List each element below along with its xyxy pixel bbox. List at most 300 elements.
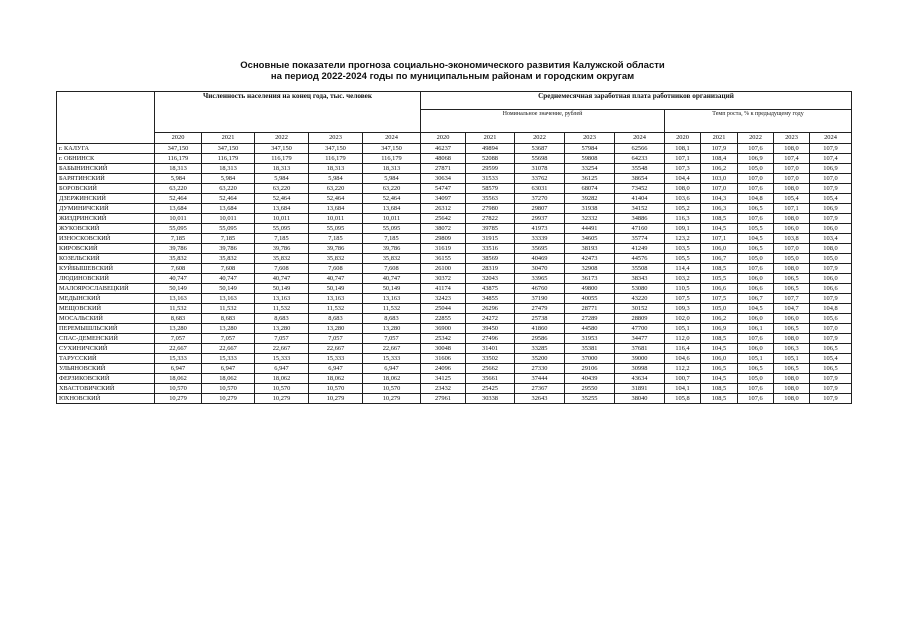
cell-pop: 15,333	[255, 354, 309, 364]
cell-nom: 27479	[515, 304, 565, 314]
cell-pop: 13,280	[363, 324, 421, 334]
cell-rate: 107,7	[774, 294, 810, 304]
cell-rate: 105,0	[810, 254, 852, 264]
cell-pop: 63,220	[309, 184, 363, 194]
row-name: г. ОБНИНСК	[57, 154, 155, 164]
cell-rate: 106,0	[738, 274, 774, 284]
cell-nom: 37681	[615, 344, 665, 354]
cell-nom: 47160	[615, 224, 665, 234]
cell-pop: 8,683	[255, 314, 309, 324]
cell-pop: 7,608	[255, 264, 309, 274]
cell-rate: 107,4	[774, 154, 810, 164]
cell-rate: 104,3	[701, 194, 738, 204]
cell-pop: 39,786	[309, 244, 363, 254]
cell-pop: 10,570	[202, 384, 255, 394]
cell-nom: 35661	[466, 374, 515, 384]
header-salary: Среднемесячная заработная плата работников организаций	[421, 92, 852, 110]
cell-rate: 108,4	[701, 154, 738, 164]
cell-pop: 63,220	[255, 184, 309, 194]
cell-rate: 107,9	[810, 264, 852, 274]
cell-rate: 106,1	[738, 324, 774, 334]
cell-pop: 13,163	[255, 294, 309, 304]
table-row	[57, 294, 852, 304]
cell-nom: 34886	[615, 214, 665, 224]
cell-pop: 10,570	[363, 384, 421, 394]
cell-nom: 57984	[565, 144, 615, 154]
cell-rate: 108,0	[810, 244, 852, 254]
cell-pop: 6,947	[202, 364, 255, 374]
table-row	[57, 214, 852, 224]
cell-nom: 31078	[515, 164, 565, 174]
cell-rate: 104,5	[738, 234, 774, 244]
cell-rate: 107,6	[738, 184, 774, 194]
cell-nom: 29586	[515, 334, 565, 344]
cell-rate: 116,3	[665, 214, 701, 224]
table-row	[57, 144, 852, 154]
cell-rate: 107,0	[738, 174, 774, 184]
cell-pop: 11,532	[363, 304, 421, 314]
cell-pop: 52,464	[155, 194, 202, 204]
cell-pop: 7,057	[363, 334, 421, 344]
cell-nom: 27961	[421, 394, 466, 404]
cell-nom: 24272	[466, 314, 515, 324]
table-row	[57, 194, 852, 204]
cell-pop: 18,313	[202, 164, 255, 174]
cell-nom: 54747	[421, 184, 466, 194]
cell-rate: 106,7	[738, 294, 774, 304]
cell-pop: 55,095	[202, 224, 255, 234]
cell-rate: 103,8	[774, 234, 810, 244]
cell-rate: 106,0	[701, 354, 738, 364]
cell-pop: 13,280	[202, 324, 255, 334]
table-row	[57, 354, 852, 364]
cell-pop: 22,667	[309, 344, 363, 354]
cell-nom: 39450	[466, 324, 515, 334]
cell-nom: 32908	[565, 264, 615, 274]
cell-rate: 106,9	[810, 164, 852, 174]
cell-pop: 347,150	[155, 144, 202, 154]
cell-pop: 13,684	[202, 204, 255, 214]
year-header-nom-2022: 2022	[515, 133, 565, 144]
cell-rate: 107,5	[701, 294, 738, 304]
cell-rate: 103,0	[701, 174, 738, 184]
cell-nom: 30634	[421, 174, 466, 184]
cell-rate: 103,2	[665, 274, 701, 284]
table-row	[57, 204, 852, 214]
row-name: ЖУКОВСКИЙ	[57, 224, 155, 234]
cell-nom: 49894	[466, 144, 515, 154]
cell-rate: 107,5	[665, 294, 701, 304]
cell-rate: 106,5	[810, 364, 852, 374]
cell-nom: 31938	[565, 204, 615, 214]
cell-pop: 7,057	[255, 334, 309, 344]
cell-rate: 106,3	[701, 204, 738, 214]
year-header-pop-2020: 2020	[155, 133, 202, 144]
cell-nom: 30152	[615, 304, 665, 314]
cell-nom: 39000	[615, 354, 665, 364]
cell-nom: 25738	[515, 314, 565, 324]
cell-nom: 29106	[565, 364, 615, 374]
cell-rate: 106,7	[701, 254, 738, 264]
cell-rate: 107,4	[810, 154, 852, 164]
cell-pop: 10,011	[363, 214, 421, 224]
cell-pop: 18,313	[255, 164, 309, 174]
cell-pop: 8,683	[202, 314, 255, 324]
cell-nom: 38343	[615, 274, 665, 284]
cell-nom: 53687	[515, 144, 565, 154]
table-row	[57, 384, 852, 394]
table-row	[57, 314, 852, 324]
cell-nom: 58579	[466, 184, 515, 194]
cell-nom: 25044	[421, 304, 466, 314]
cell-pop: 10,279	[309, 394, 363, 404]
cell-nom: 30048	[421, 344, 466, 354]
cell-pop: 13,280	[309, 324, 363, 334]
cell-pop: 22,667	[363, 344, 421, 354]
year-header-rate-2024: 2024	[810, 133, 852, 144]
cell-nom: 28771	[565, 304, 615, 314]
cell-pop: 22,667	[202, 344, 255, 354]
cell-pop: 63,220	[202, 184, 255, 194]
cell-rate: 105,5	[665, 254, 701, 264]
cell-nom: 41860	[515, 324, 565, 334]
cell-nom: 31953	[565, 334, 615, 344]
cell-pop: 6,947	[155, 364, 202, 374]
cell-nom: 35774	[615, 234, 665, 244]
row-name: СПАС-ДЕМЕНСКИЙ	[57, 334, 155, 344]
cell-nom: 33516	[466, 244, 515, 254]
cell-pop: 13,684	[363, 204, 421, 214]
cell-pop: 7,185	[155, 234, 202, 244]
cell-nom: 38654	[615, 174, 665, 184]
year-header-pop-2021: 2021	[202, 133, 255, 144]
cell-rate: 105,4	[810, 354, 852, 364]
cell-pop: 55,095	[363, 224, 421, 234]
cell-rate: 103,6	[665, 194, 701, 204]
cell-pop: 52,464	[309, 194, 363, 204]
cell-nom: 25342	[421, 334, 466, 344]
cell-pop: 10,011	[155, 214, 202, 224]
cell-rate: 108,0	[774, 184, 810, 194]
cell-rate: 107,9	[810, 214, 852, 224]
cell-nom: 29550	[565, 384, 615, 394]
cell-nom: 40469	[515, 254, 565, 264]
cell-pop: 7,185	[363, 234, 421, 244]
cell-pop: 347,150	[255, 144, 309, 154]
cell-pop: 7,057	[155, 334, 202, 344]
cell-pop: 11,532	[309, 304, 363, 314]
cell-nom: 30470	[515, 264, 565, 274]
cell-nom: 33762	[515, 174, 565, 184]
cell-rate: 106,5	[738, 244, 774, 254]
year-header-rate-2021: 2021	[701, 133, 738, 144]
cell-nom: 35563	[466, 194, 515, 204]
cell-rate: 108,0	[774, 264, 810, 274]
cell-rate: 107,0	[701, 184, 738, 194]
cell-nom: 35508	[615, 264, 665, 274]
cell-nom: 29599	[466, 164, 515, 174]
cell-rate: 104,7	[774, 304, 810, 314]
cell-pop: 5,984	[255, 174, 309, 184]
cell-rate: 107,6	[738, 384, 774, 394]
cell-nom: 46237	[421, 144, 466, 154]
cell-nom: 35200	[515, 354, 565, 364]
cell-pop: 116,179	[309, 154, 363, 164]
cell-pop: 13,163	[363, 294, 421, 304]
cell-rate: 108,5	[701, 334, 738, 344]
table-row	[57, 344, 852, 354]
cell-nom: 48068	[421, 154, 466, 164]
cell-nom: 43875	[466, 284, 515, 294]
cell-pop: 5,984	[363, 174, 421, 184]
cell-rate: 106,6	[810, 284, 852, 294]
year-header-pop-2022: 2022	[255, 133, 309, 144]
year-header-nom-2024: 2024	[615, 133, 665, 144]
cell-nom: 27330	[515, 364, 565, 374]
cell-nom: 29807	[515, 204, 565, 214]
cell-rate: 107,0	[774, 164, 810, 174]
cell-pop: 10,011	[255, 214, 309, 224]
table-row	[57, 394, 852, 404]
table-row	[57, 364, 852, 374]
cell-pop: 10,011	[309, 214, 363, 224]
cell-nom: 41973	[515, 224, 565, 234]
cell-nom: 42473	[565, 254, 615, 264]
cell-pop: 18,062	[202, 374, 255, 384]
year-header-blank	[57, 133, 155, 144]
cell-rate: 107,6	[738, 264, 774, 274]
cell-pop: 6,947	[309, 364, 363, 374]
cell-nom: 30338	[466, 394, 515, 404]
row-name: МАЛОЯРОСЛАВЕЦКИЙ	[57, 284, 155, 294]
cell-rate: 107,9	[810, 294, 852, 304]
cell-nom: 37270	[515, 194, 565, 204]
cell-pop: 10,279	[255, 394, 309, 404]
cell-pop: 18,062	[155, 374, 202, 384]
cell-pop: 11,532	[202, 304, 255, 314]
cell-pop: 5,984	[202, 174, 255, 184]
cell-rate: 108,5	[701, 384, 738, 394]
cell-rate: 103,5	[665, 244, 701, 254]
cell-rate: 123,2	[665, 234, 701, 244]
cell-rate: 105,2	[665, 204, 701, 214]
cell-nom: 32643	[515, 394, 565, 404]
cell-pop: 7,185	[202, 234, 255, 244]
document-title-line1: Основные показатели прогноза социально-экономического развития Калужской области	[240, 60, 665, 71]
row-name: СУХИНИЧСКИЙ	[57, 344, 155, 354]
cell-pop: 13,163	[309, 294, 363, 304]
cell-nom: 34152	[615, 204, 665, 214]
cell-rate: 103,4	[810, 234, 852, 244]
table-row	[57, 234, 852, 244]
cell-rate: 107,9	[810, 374, 852, 384]
row-name: ДЗЕРЖИНСКИЙ	[57, 194, 155, 204]
year-header-pop-2024: 2024	[363, 133, 421, 144]
document-title-line2: на период 2022-2024 годы по муниципальным районам и городским округам	[270, 71, 635, 82]
cell-rate: 106,5	[810, 344, 852, 354]
cell-rate: 106,2	[701, 164, 738, 174]
cell-nom: 68074	[565, 184, 615, 194]
cell-pop: 7,185	[255, 234, 309, 244]
cell-rate: 108,0	[774, 334, 810, 344]
cell-rate: 107,6	[738, 144, 774, 154]
cell-nom: 37000	[565, 354, 615, 364]
cell-pop: 7,608	[309, 264, 363, 274]
year-header-rate-2023: 2023	[774, 133, 810, 144]
cell-pop: 40,747	[309, 274, 363, 284]
cell-nom: 25642	[421, 214, 466, 224]
cell-rate: 106,9	[810, 204, 852, 214]
cell-pop: 18,313	[363, 164, 421, 174]
row-name: МЕДЫНСКИЙ	[57, 294, 155, 304]
cell-nom: 36155	[421, 254, 466, 264]
cell-nom: 38072	[421, 224, 466, 234]
row-name: БОРОВСКИЙ	[57, 184, 155, 194]
cell-nom: 52088	[466, 154, 515, 164]
cell-rate: 108,5	[701, 214, 738, 224]
cell-nom: 33254	[565, 164, 615, 174]
cell-pop: 13,163	[202, 294, 255, 304]
year-header-pop-2023: 2023	[309, 133, 363, 144]
cell-rate: 104,5	[701, 374, 738, 384]
cell-pop: 52,464	[255, 194, 309, 204]
cell-pop: 40,747	[363, 274, 421, 284]
cell-rate: 104,5	[701, 344, 738, 354]
year-header-rate-2020: 2020	[665, 133, 701, 144]
header-population-spacer	[155, 110, 421, 133]
cell-rate: 106,9	[738, 154, 774, 164]
cell-nom: 27289	[565, 314, 615, 324]
cell-rate: 107,9	[810, 334, 852, 344]
cell-rate: 105,1	[774, 354, 810, 364]
cell-nom: 31891	[615, 384, 665, 394]
cell-rate: 106,6	[701, 284, 738, 294]
cell-nom: 49800	[565, 284, 615, 294]
cell-rate: 105,0	[738, 254, 774, 264]
cell-pop: 11,532	[155, 304, 202, 314]
cell-nom: 35381	[565, 344, 615, 354]
cell-nom: 41249	[615, 244, 665, 254]
cell-rate: 107,1	[701, 234, 738, 244]
cell-rate: 107,0	[810, 174, 852, 184]
cell-rate: 102,0	[665, 314, 701, 324]
cell-pop: 10,279	[202, 394, 255, 404]
cell-pop: 18,062	[255, 374, 309, 384]
cell-pop: 35,832	[255, 254, 309, 264]
cell-nom: 26296	[466, 304, 515, 314]
table-row	[57, 174, 852, 184]
cell-nom: 73452	[615, 184, 665, 194]
year-header-nom-2020: 2020	[421, 133, 466, 144]
cell-nom: 37190	[515, 294, 565, 304]
cell-nom: 33965	[515, 274, 565, 284]
cell-nom: 26312	[421, 204, 466, 214]
cell-pop: 18,062	[363, 374, 421, 384]
cell-pop: 40,747	[255, 274, 309, 284]
row-name: ХВАСТОВИЧСКИЙ	[57, 384, 155, 394]
cell-pop: 22,667	[155, 344, 202, 354]
cell-pop: 50,149	[155, 284, 202, 294]
cell-rate: 107,6	[738, 394, 774, 404]
table-row	[57, 224, 852, 234]
cell-rate: 105,5	[701, 274, 738, 284]
table-row	[57, 284, 852, 294]
cell-rate: 107,9	[810, 144, 852, 154]
cell-pop: 116,179	[255, 154, 309, 164]
cell-pop: 35,832	[363, 254, 421, 264]
cell-nom: 28319	[466, 264, 515, 274]
cell-nom: 38193	[565, 244, 615, 254]
cell-nom: 23432	[421, 384, 466, 394]
cell-pop: 50,149	[363, 284, 421, 294]
cell-nom: 31606	[421, 354, 466, 364]
cell-nom: 34097	[421, 194, 466, 204]
cell-pop: 6,947	[363, 364, 421, 374]
cell-pop: 8,683	[363, 314, 421, 324]
cell-nom: 34477	[615, 334, 665, 344]
cell-nom: 35255	[565, 394, 615, 404]
cell-rate: 107,3	[665, 164, 701, 174]
cell-rate: 104,4	[665, 174, 701, 184]
cell-nom: 35548	[615, 164, 665, 174]
row-name: МЕЩОВСКИЙ	[57, 304, 155, 314]
cell-pop: 116,179	[155, 154, 202, 164]
cell-nom: 25662	[466, 364, 515, 374]
cell-rate: 108,0	[774, 394, 810, 404]
cell-pop: 35,832	[155, 254, 202, 264]
table-row	[57, 254, 852, 264]
cell-pop: 15,333	[363, 354, 421, 364]
cell-pop: 50,149	[202, 284, 255, 294]
cell-pop: 8,683	[309, 314, 363, 324]
cell-rate: 107,9	[701, 144, 738, 154]
cell-nom: 40439	[565, 374, 615, 384]
cell-rate: 108,5	[701, 264, 738, 274]
cell-pop: 7,057	[309, 334, 363, 344]
cell-pop: 39,786	[202, 244, 255, 254]
cell-nom: 62566	[615, 144, 665, 154]
cell-nom: 32043	[466, 274, 515, 284]
cell-pop: 8,683	[155, 314, 202, 324]
cell-pop: 7,185	[309, 234, 363, 244]
row-name: г. КАЛУГА	[57, 144, 155, 154]
cell-rate: 108,0	[774, 214, 810, 224]
cell-nom: 36900	[421, 324, 466, 334]
cell-pop: 347,150	[202, 144, 255, 154]
cell-rate: 106,0	[738, 344, 774, 354]
cell-rate: 104,8	[810, 304, 852, 314]
cell-nom: 36173	[565, 274, 615, 284]
cell-rate: 107,0	[774, 174, 810, 184]
cell-nom: 25425	[466, 384, 515, 394]
cell-nom: 39785	[466, 224, 515, 234]
cell-nom: 34855	[466, 294, 515, 304]
cell-pop: 11,532	[255, 304, 309, 314]
cell-pop: 55,095	[309, 224, 363, 234]
cell-rate: 108,1	[665, 144, 701, 154]
table-row	[57, 334, 852, 344]
cell-rate: 106,0	[810, 224, 852, 234]
cell-nom: 41404	[615, 194, 665, 204]
cell-rate: 106,5	[774, 284, 810, 294]
cell-pop: 13,280	[255, 324, 309, 334]
cell-pop: 5,984	[309, 174, 363, 184]
row-name: ИЗНОСКОВСКИЙ	[57, 234, 155, 244]
row-name: ЖИЗДРИНСКИЙ	[57, 214, 155, 224]
cell-nom: 31915	[466, 234, 515, 244]
cell-nom: 43634	[615, 374, 665, 384]
cell-rate: 107,0	[774, 244, 810, 254]
